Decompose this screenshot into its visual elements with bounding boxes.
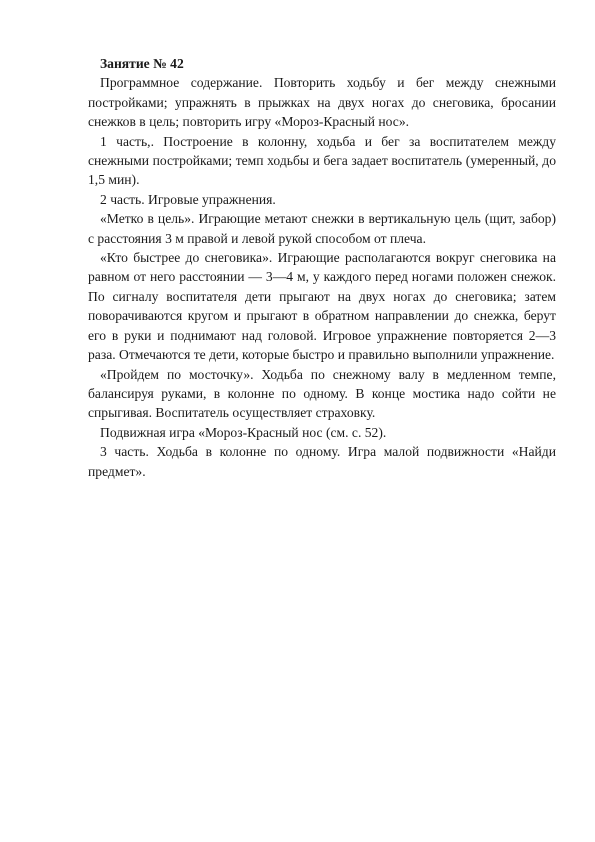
part-one-paragraph: 1 часть,. Построение в колонну, ходьба и бег за воспитателем между снежными постройками; темп ходьбы и бега задает воспитатель (умеренный, до 1,5 мин).: [88, 133, 556, 188]
lesson-title: Занятие № 42: [100, 56, 184, 71]
exercise-bridge-paragraph: «Пройдем по мосточку». Ходьба по снежному валу в медленном темпе, балансируя руками, в колонне по одному. В конце мостика надо сойти не спрыгивая. Воспитатель осуществляет страховку.: [88, 366, 556, 421]
exercise-snowman-paragraph: «Кто быстрее до снеговика». Играющие располагаются вокруг снеговика на равном от него расстоянии — 3—4 м, у каждого перед ногами положен снежок. По сигналу воспитателя дети прыгают на двух ногах до снеговика; затем поворачиваются кругом и прыгают в обратном направлении до снежка, берут его в руки и поднимают над головой. Игровое упражнение повторяется 2—3 раза. Отмечаются те дети, которые быстро и правильно выполнили упражнение.: [88, 250, 556, 363]
program-content-paragraph: Программное содержание. Повторить ходьбу и бег между снежными постройками; упражнять в прыжках на двух ногах до снеговика, бросании снежков в цель; повторить игру «Мороз-Красный нос».: [88, 75, 556, 130]
outdoor-game-paragraph: Подвижная игра «Мороз-Красный нос (см. с. 52).: [100, 424, 387, 440]
part-two-heading: 2 часть. Игровые упражнения.: [100, 191, 276, 207]
exercise-target-paragraph: «Метко в цель». Играющие метают снежки в вертикальную цель (щит, забор) с расстояния 3 м правой и левой рукой способом от плеча.: [88, 211, 556, 246]
document-body: [88, 54, 556, 481]
part-three-paragraph: 3 часть. Ходьба в колонне по одному. Игра малой подвижности «Найди предмет».: [88, 444, 556, 479]
